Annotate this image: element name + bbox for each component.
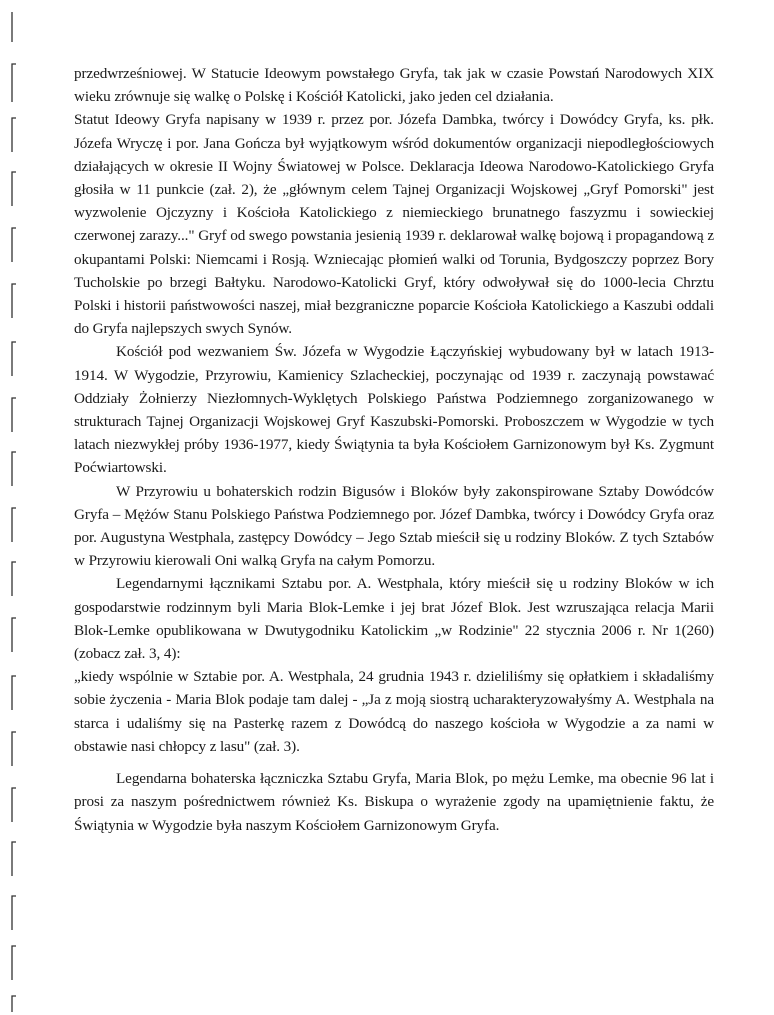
binding-mark [12,228,16,262]
binding-mark [12,842,16,876]
binding-mark [12,562,16,596]
paragraph: W Przyrowiu u bohaterskich rodzin Bigusów i Bloków były zakonspirowane Sztaby Dowódców Gryfa – Mężów Stanu Polskiego Państwa Podziemnego por. Józef Dambka, twórcy i Dowódcy Gryfa oraz por. Augustyna Westphala, zastępcy Dowódcy – Jego Sztab mieścił się u rodziny Bloków. Z tych Sztabów w Przyrowiu kierowali Oni walką Gryfa na całym Pomorzu. [74,482,714,570]
binding-mark [12,996,16,1012]
binding-mark [12,896,16,930]
binding-mark [12,946,16,980]
binding-mark [12,172,16,206]
paragraph: Statut Ideowy Gryfa napisany w 1939 r. przez por. Józefa Dambka, twórcy i Dowódcy Gryfa, ks. płk. Józefa Wryczę i por. Jana Gończa był wyjątkowym wśród dokumentów organizacji niepodległościowych działających w okresie II Wojny Światowej w Polsce. Deklaracja Ideowa Narodowo-Katolickiego Gryfa głosiła w 11 punkcie (zał. 2), że „głównym celem Tajnej Organizacji Wojskowej „Gryf Pomorski" jest wyzwolenie Ojczyzny i Kościoła Katolickiego z niemieckiego brunatnego faszyzmu i sowieckiej czerwonej zarazy..." Gryf od swego powstania jesienią 1939 r. deklarował walkę bojową i propagandową z okupantami Polski: Niemcami i Rosją. Wzniecając płomień walki od Torunia, Bydgoszczy poprzez Bory Tucholskie po brzegi Bałtyku. Narodowo-Katolicki Gryf, który odwoływał się do 1000-lecia Chrztu Polski i historii państwowości naszej, miał bezgraniczne poparcie Kościoła Katolickiego a Kaszubi oddali do Gryfa najlepszych swych Synów. [74,111,714,338]
paragraph: Legendarna bohaterska łączniczka Sztabu Gryfa, Maria Blok, po mężu Lemke, ma obecnie 96 lat i prosi za naszym pośrednictwem również Ks. Biskupa o wyrażenie zgody na upamiętnienie faktu, że Świątynia w Wygodzie była naszym Kościołem Garnizonowym Gryfa. [74,770,714,834]
binding-mark [12,508,16,542]
paragraph: Kościół pod wezwaniem Św. Józefa w Wygodzie Łączyńskiej wybudowany był w latach 1913-1914. W Wygodzie, Przyrowiu, Kamienicy Szlacheckiej, poczynając od 1939 r. zaczynają powstawać Oddziały Żołnierzy Niezłomnych-Wyklętych Polskiego Państwa Podziemnego zorganizowanego w strukturach Tajnej Organizacji Wojskowej Gryf Kaszubski-Pomorski. Proboszczem w Wygodzie w tych latach niezwykłej próby 1936-1977, kiedy Świątynia ta była Kościołem Garnizonowym był Ks. Zygmunt Poćwiartowski. [74,343,714,477]
paragraph: Legendarnymi łącznikami Sztabu por. A. Westphala, który mieścił się u rodziny Bloków w ich gospodarstwie rodzinnym byli Maria Blok-Lemke i jej brat Józef Blok. Jest wzruszająca relacja Marii Blok-Lemke opublikowana w Dwutygodniku Katolickim „w Rodzinie" 22 stycznia 2006 r. Nr 1(260) (zobacz zał. 3, 4): [74,575,714,663]
binding-mark [12,342,16,376]
binding-mark [12,118,16,152]
paragraph: przedwrześniowej. W Statucie Ideowym powstałego Gryfa, tak jak w czasie Powstań Narodowych XIX wieku zrównuje się walkę o Polskę i Kościół Katolicki, jako jeden cel działania. [74,65,714,106]
quoted-paragraph: „kiedy wspólnie w Sztabie por. A. Westphala, 24 grudnia 1943 r. dzieliliśmy się opłatkiem i składaliśmy sobie życzenia - Maria Blok podaje tam dalej - „Ja z moją siostrą ucharakteryzowałyśmy A. Westphala na starca i udaliśmy się na Pasterkę razem z Dowódcą do naszego kościoła w Wygodzie a za nami w obstawie nasi chłopcy z lasu" (zał. 3). [74,668,714,755]
binding-marks [0,0,30,1015]
binding-mark [12,676,16,710]
binding-mark [12,284,16,318]
binding-mark [12,64,16,102]
binding-mark [12,452,16,486]
binding-mark [12,618,16,652]
document-body [74,62,714,837]
binding-mark [12,398,16,432]
binding-mark [12,732,16,766]
binding-mark [12,788,16,822]
